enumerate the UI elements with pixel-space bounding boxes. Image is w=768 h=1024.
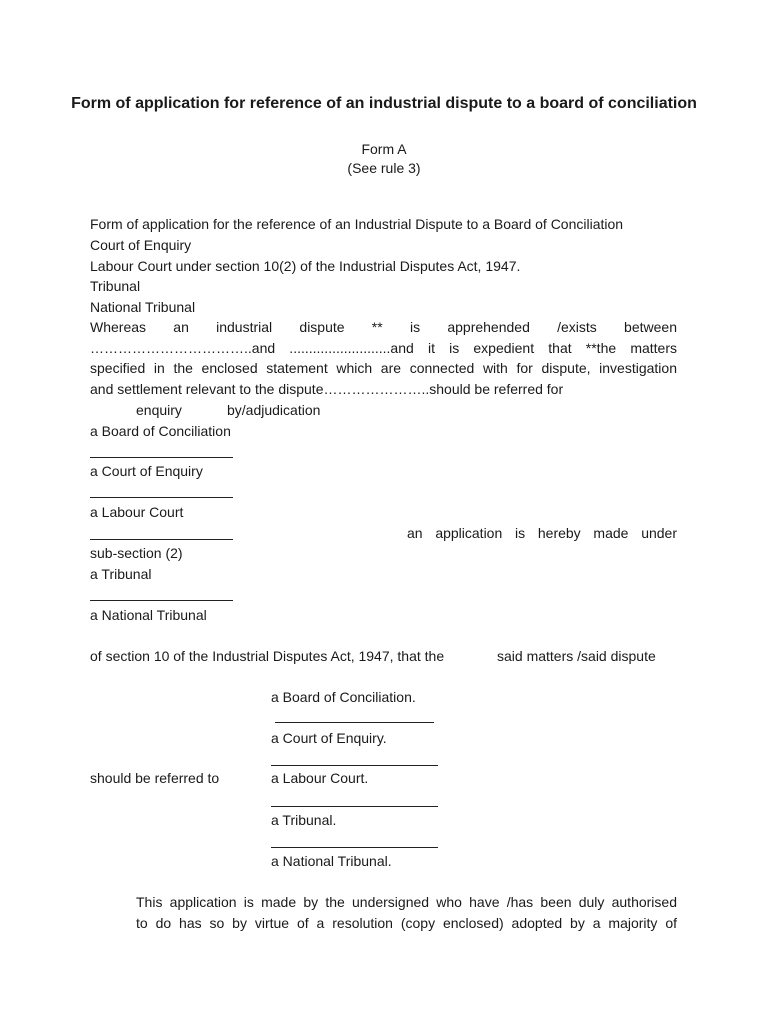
option2-board: a Board of Conciliation. — [271, 689, 416, 705]
closing-line: This application is made by the undersigned who have /has been duly authorised — [136, 894, 677, 910]
divider — [90, 457, 233, 458]
whereas-line: ……………………………..and ..........................and it is expedient that **the matters — [90, 340, 677, 356]
intro-line: Form of application for the reference of an Industrial Dispute to a Board of Conciliation — [90, 216, 624, 232]
option2-labour-court: a Labour Court. — [271, 770, 369, 786]
option2-tribunal: a Tribunal. — [271, 812, 337, 828]
option-court-enquiry: a Court of Enquiry — [90, 463, 203, 479]
whereas-line: and settlement relevant to the dispute…………………..should be referred for — [90, 381, 564, 397]
divider — [271, 806, 438, 807]
option2-court-enquiry: a Court of Enquiry. — [271, 730, 387, 746]
subsection-text: sub-section (2) — [90, 545, 183, 561]
option-national-tribunal: a National Tribunal — [90, 607, 207, 623]
divider — [271, 765, 438, 766]
option-tribunal: a Tribunal — [90, 566, 152, 582]
closing-line: to do has so by virtue of a resolution (copy enclosed) adopted by a majority of — [136, 915, 677, 931]
divider — [90, 539, 233, 540]
application-text: an application is hereby made under — [407, 525, 677, 541]
enquiry-word: enquiry — [136, 402, 182, 418]
intro-line: Court of Enquiry — [90, 237, 192, 253]
divider — [90, 497, 233, 498]
section-line-right: said matters /said dispute — [497, 648, 656, 664]
page-title: Form of application for reference of an industrial dispute to a board of conciliation — [71, 95, 697, 112]
divider — [271, 847, 438, 848]
whereas-line: Whereas an industrial dispute ** is apprehended /exists between — [90, 319, 677, 335]
intro-line: National Tribunal — [90, 299, 196, 315]
intro-line: Labour Court under section 10(2) of the Industrial Disputes Act, 1947. — [90, 258, 521, 274]
form-name: Form A — [361, 141, 407, 157]
section-line-left: of section 10 of the Industrial Disputes Act, 1947, that the — [90, 648, 445, 664]
rule-reference: (See rule 3) — [347, 160, 421, 176]
option-labour-court: a Labour Court — [90, 504, 184, 520]
intro-line: Tribunal — [90, 278, 141, 294]
divider — [275, 722, 434, 723]
option2-national-tribunal: a National Tribunal. — [271, 853, 392, 869]
adjudication-word: by/adjudication — [227, 402, 321, 418]
whereas-line: specified in the enclosed statement which are connected with for dispute, investigation — [90, 360, 677, 376]
divider — [90, 600, 233, 601]
option-board: a Board of Conciliation — [90, 423, 231, 439]
referred-label: should be referred to — [90, 770, 220, 786]
